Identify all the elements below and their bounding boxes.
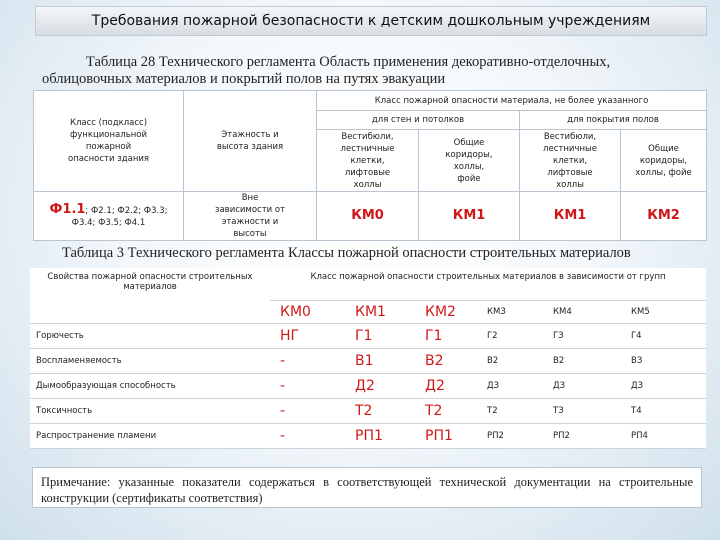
- table2-cell: РП2: [547, 423, 625, 448]
- table2-cell: Г1: [415, 323, 481, 348]
- table2-cell: РП1: [345, 423, 415, 448]
- table2-cell: Г4: [625, 323, 706, 348]
- table-row: [30, 398, 706, 423]
- table1-header-walls: для стен и потолков: [317, 111, 520, 130]
- page-title: [35, 6, 707, 36]
- table2-class-km1: КМ1: [345, 300, 415, 323]
- table2-caption: Таблица 3 Технического регламента Классы пожарной опасности строительных материалов: [62, 245, 631, 261]
- table2-class-km3: КМЗ: [481, 300, 547, 323]
- table1-value-3: КМ1: [520, 192, 621, 241]
- table2-prop: Распространение пламени: [30, 423, 270, 448]
- table2-cell: ГЗ: [547, 323, 625, 348]
- table2-header-classes: Класс пожарной опасности строительных материалов в зависимости от групп: [270, 268, 706, 300]
- table2-cell: Т2: [481, 398, 547, 423]
- page-title-text: Требования пожарной безопасности к детским дошкольным учреждениям: [91, 13, 651, 29]
- table2-cell: -: [270, 348, 345, 373]
- table2-prop: Горючесть: [30, 323, 270, 348]
- table1-evacuation-materials: [33, 90, 707, 241]
- table1-header-class: Класс (подкласс) функциональной пожарной опасности здания: [34, 91, 184, 192]
- table1-class-rest: ; Ф2.1; Ф2.2; Ф3.3; Ф3.4; Ф3.5; Ф4.1: [71, 205, 168, 228]
- table2-cell: РП1: [415, 423, 481, 448]
- table1-header-floor-covering: для покрытия полов: [520, 111, 707, 130]
- table1-caption-line1: Таблица 28 Технического регламента Область применения декоративно-отделочных,: [86, 54, 611, 70]
- table1-header-corridors-walls: Общие коридоры, холлы, фойе: [419, 130, 520, 192]
- table1-value-4: КМ2: [621, 192, 707, 241]
- table-row: [30, 323, 706, 348]
- table2-material-classes: [30, 268, 706, 449]
- table2-class-km5: КМ5: [625, 300, 706, 323]
- footnote-text: Примечание: указанные показатели содержаться в соответствующей технической документации на строительные конструкции (сертификаты соответствия): [41, 475, 693, 505]
- table-row: [30, 373, 706, 398]
- table2-header-props: Свойства пожарной опасности строительных материалов: [30, 268, 270, 323]
- table2-cell: РП2: [481, 423, 547, 448]
- table1-class-main: Ф1.1: [49, 201, 86, 217]
- table2-cell: В2: [547, 348, 625, 373]
- table1-header-vestibule-floors: Вестибюли, лестничные клетки, лифтовые холлы: [520, 130, 621, 192]
- table2-cell: -: [270, 423, 345, 448]
- table1-floors-cell: Вне зависимости от этажности и высоты: [184, 192, 317, 241]
- table2-cell: В2: [481, 348, 547, 373]
- table2-class-km4: КМ4: [547, 300, 625, 323]
- table2-cell: ДЗ: [481, 373, 547, 398]
- table2-cell: Т2: [345, 398, 415, 423]
- table1-caption-line2: облицовочных материалов и покрытий полов на путях эвакуации: [42, 71, 446, 87]
- table2-cell: ТЗ: [547, 398, 625, 423]
- table2-cell: -: [270, 373, 345, 398]
- table2-class-km0: КМ0: [270, 300, 345, 323]
- table1-header-vestibule-walls: Вестибюли, лестничные клетки, лифтовые холлы: [317, 130, 419, 192]
- table1-caption: [42, 54, 682, 88]
- table2-cell: В2: [415, 348, 481, 373]
- table1-header-corridors-floors: Общие коридоры, холлы, фойе: [621, 130, 707, 192]
- table-row: [30, 348, 706, 373]
- table2-cell: Г1: [345, 323, 415, 348]
- table1-class-cell: [34, 192, 184, 241]
- table2-prop: Дымообразующая способность: [30, 373, 270, 398]
- table2-cell: Т4: [625, 398, 706, 423]
- table2-prop: Токсичность: [30, 398, 270, 423]
- table1-header-floors: Этажность и высота здания: [184, 91, 317, 192]
- footnote: [32, 467, 702, 508]
- table2-cell: В1: [345, 348, 415, 373]
- table2-cell: Д2: [345, 373, 415, 398]
- table1-value-1: КМ0: [317, 192, 419, 241]
- table2-cell: ВЗ: [625, 348, 706, 373]
- table2-cell: Т2: [415, 398, 481, 423]
- table2-class-km2: КМ2: [415, 300, 481, 323]
- table2-cell: Г2: [481, 323, 547, 348]
- table2-cell: ДЗ: [547, 373, 625, 398]
- table2-cell: РП4: [625, 423, 706, 448]
- table2-cell: ДЗ: [625, 373, 706, 398]
- table2-cell: НГ: [270, 323, 345, 348]
- table-row: [30, 423, 706, 448]
- table2-cell: Д2: [415, 373, 481, 398]
- table2-cell: -: [270, 398, 345, 423]
- table2-prop: Воспламеняемость: [30, 348, 270, 373]
- table1-header-group: Класс пожарной опасности материала, не более указанного: [317, 91, 707, 111]
- table1-value-2: КМ1: [419, 192, 520, 241]
